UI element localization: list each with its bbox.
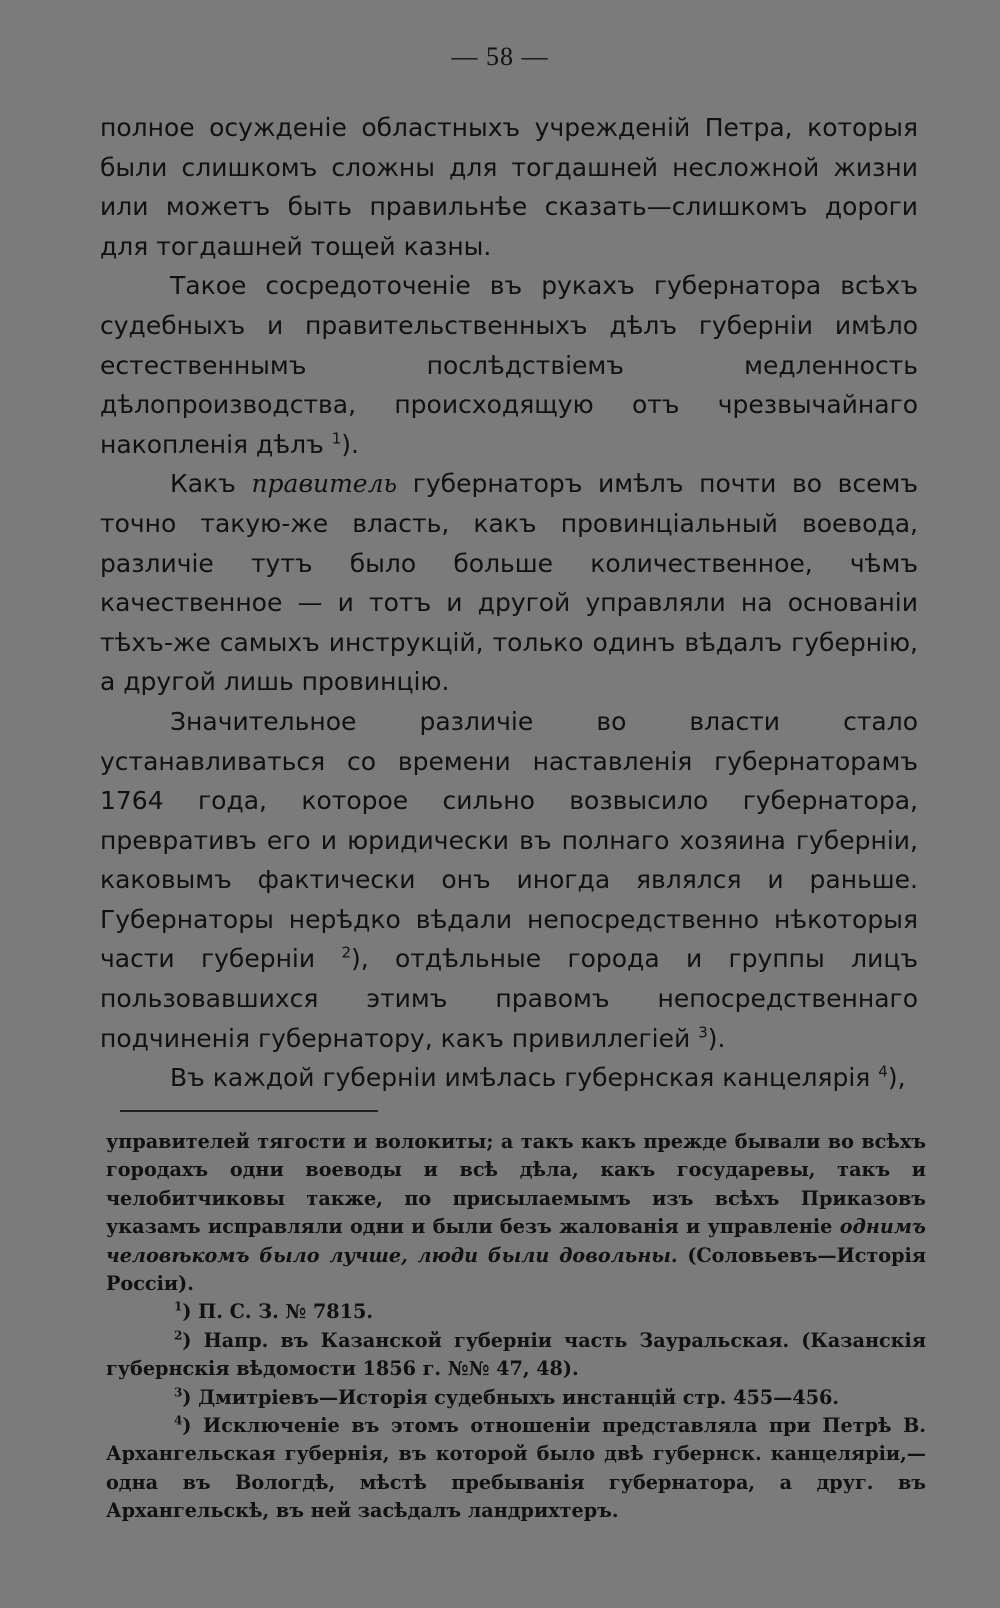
- paragraph-text: полное осужденіе областныхъ учрежденій Петра, которыя были слишкомъ сложны для тогдашней несложной жизни или можетъ быть правильнѣе сказать—слишкомъ дороги для тогдашней тощей казны.: [100, 113, 918, 261]
- emphasized-word: правитель: [251, 469, 398, 499]
- main-text: [100, 108, 918, 1098]
- paragraph-4: [100, 702, 918, 1058]
- paragraph-lead: Какъ: [170, 469, 252, 499]
- paragraph-2: [100, 266, 918, 464]
- footnote-text: ) П. С. З. № 7815.: [182, 1300, 374, 1324]
- footnote-italic-text: однимъ человѣкомъ было лучше, люди были довольны.: [106, 1215, 926, 1267]
- footnote-number: 2: [174, 1328, 183, 1343]
- footnote-reference-1: 1: [331, 429, 342, 448]
- paragraph-1: [100, 108, 918, 266]
- paragraph-tail: ).: [341, 429, 359, 459]
- footnote-4: [106, 1412, 926, 1526]
- paragraph-5: [100, 1058, 918, 1098]
- footnote-2: [106, 1327, 926, 1384]
- footnote-3: [106, 1384, 926, 1412]
- footnote-text: ) Дмитріевъ—Исторія судебныхъ инстанцій стр. 455—456.: [182, 1385, 840, 1409]
- paragraph-text: губернаторъ имѣлъ почти во всемъ точно такую-же власть, какъ провинціальный воевода, различіе тутъ было больше количественное, чѣмъ качественное — и тотъ и другой управляли на основаніи тѣхъ-же самыхъ инструкцій, только одинъ вѣдалъ губернію, а другой лишь провинцію.: [100, 469, 918, 697]
- paragraph-tail: ),: [887, 1063, 906, 1093]
- footnote-text: управителей тягости и волокиты; а такъ какъ прежде бывали во всѣхъ городахъ одни воеводы и всѣ дѣла, какъ государевы, такъ и челобитчиковы также, по присылаемымъ изъ всѣхъ Приказовъ указамъ исправляли одни и были безъ жалованія и управленіе: [106, 1130, 926, 1239]
- footnotes: [106, 1128, 926, 1526]
- footnote-reference-2: 2: [341, 944, 351, 963]
- paragraph-tail: ).: [707, 1023, 726, 1053]
- footnote-text: ) Исключеніе въ этомъ отношеніи представляла при Петрѣ В. Архангельская губернія, въ которой было двѣ губернск. канцеляріи,— одна въ Вологдѣ, мѣстѣ пребыванія губернатора, а друг. въ Архангельскѣ, въ ней засѣдалъ ландрихтеръ.: [106, 1414, 926, 1523]
- footnote-text: ) Напр. въ Казанской губерніи часть Зауральская. (Казанскія губернскія вѣдомости 1856 г. №№ 47, 48).: [106, 1328, 926, 1381]
- footnote-number: 4: [174, 1413, 183, 1428]
- paragraph-text: Такое сосредоточеніе въ рукахъ губернатора всѣхъ судебныхъ и правительственныхъ дѣлъ губерніи имѣло естественнымъ послѣдствіемъ медленность дѣлопроизводства, происходящую отъ чрезвычайнаго накопленія дѣлъ: [100, 271, 918, 459]
- paragraph-text-a: Значительное различіе во власти стало устанавливаться со времени наставленія губернаторамъ 1764 года, которое сильно возвысило губернатора, превративъ его и юридически въ полнаго хозяина губерніи, каковымъ фактически онъ иногда являлся и раньше. Губернаторы нерѣдко вѣдали непосредственно нѣкоторыя части губерніи: [100, 706, 918, 974]
- footnote-number: 1: [174, 1300, 183, 1315]
- footnote-reference-3: 3: [698, 1023, 708, 1042]
- footnote-continuation: [106, 1128, 926, 1298]
- page-number: — 58 —: [451, 42, 549, 71]
- footnote-tail: (Соловьевъ—Исторія Россіи).: [106, 1243, 926, 1296]
- footnote-reference-4: 4: [878, 1062, 888, 1081]
- footnote-separator: [120, 1110, 378, 1112]
- footnote-1: [106, 1298, 926, 1326]
- paragraph-text: Въ каждой губерніи имѣлась губернская канцелярія: [170, 1063, 871, 1093]
- paragraph-text-b: ), отдѣльные города и группы лицъ пользовавшихся этимъ правомъ непосредственнаго подчиненія губернатору, какъ привиллегіей: [100, 944, 918, 1053]
- footnote-number: 3: [174, 1385, 183, 1400]
- paragraph-3: [100, 464, 918, 702]
